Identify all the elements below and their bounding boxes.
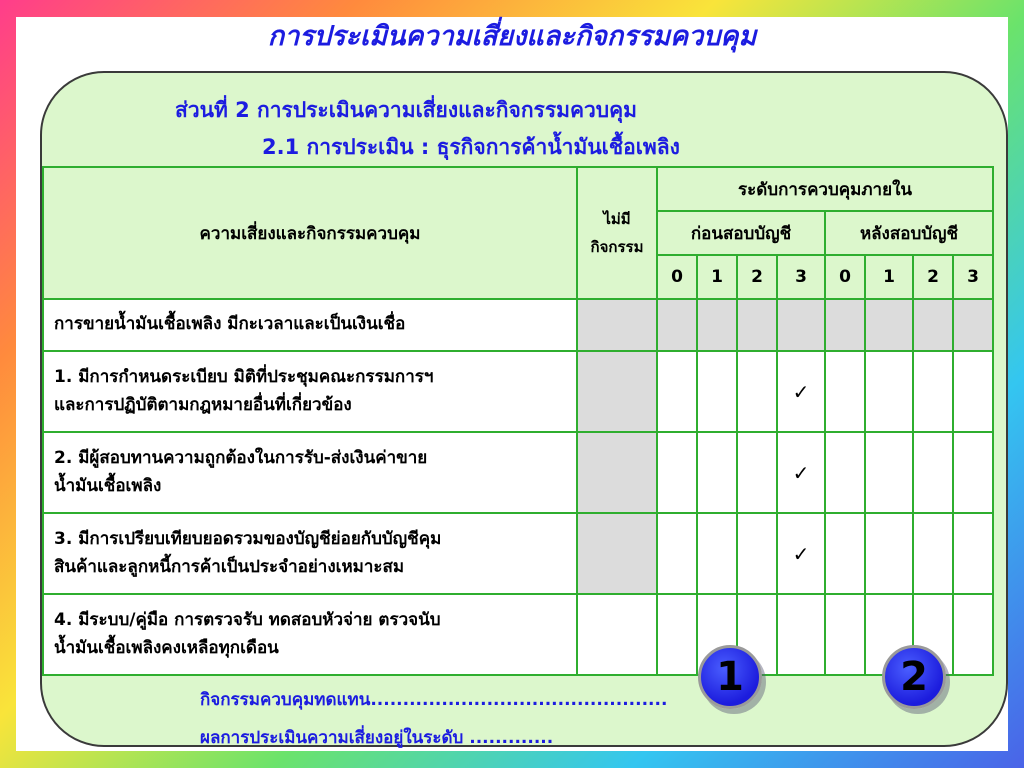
- page-title: การประเมินความเสี่ยงและกิจกรรมควบคุม: [267, 21, 757, 52]
- header-risk: ความเสี่ยงและกิจกรรมควบคุม: [43, 167, 577, 299]
- risk-item-line1: 4. มีระบบ/คู่มือ การตรวจรับ ทดสอบหัวจ่าย ตรวจนับ: [54, 610, 441, 631]
- level-before-2: 2: [737, 255, 777, 299]
- cell: [737, 513, 777, 594]
- header-no-activity-line2: กิจกรรม: [590, 238, 644, 256]
- table-row: [43, 594, 993, 675]
- risk-item: [43, 432, 577, 513]
- badge-1-label: 1: [716, 654, 744, 700]
- cell: [865, 432, 913, 513]
- cell: [737, 432, 777, 513]
- group-header-text: การขายน้ำมันเชื้อเพลิง มีกะเวลาและเป็นเงินเชื่อ: [43, 299, 577, 351]
- header-after-audit: หลังสอบบัญชี: [825, 211, 993, 255]
- cell: [953, 594, 993, 675]
- level-after-1: 1: [865, 255, 913, 299]
- risk-item-line1: 2. มีผู้สอบทานความถูกต้องในการรับ-ส่งเงินค่าขาย: [54, 448, 428, 469]
- risk-item: [43, 594, 577, 675]
- cell: [953, 513, 993, 594]
- risk-item-line1: 1. มีการกำหนดระเบียบ มิติที่ประชุมคณะกรรมการฯ: [54, 367, 434, 388]
- table-row: [43, 351, 993, 432]
- risk-item: [43, 351, 577, 432]
- level-after-0: 0: [825, 255, 865, 299]
- cell: [657, 513, 697, 594]
- cell: [953, 299, 993, 351]
- risk-item: [43, 513, 577, 594]
- cell: [657, 432, 697, 513]
- cell: [657, 594, 697, 675]
- cell: [953, 351, 993, 432]
- cell: [737, 299, 777, 351]
- substitute-control-line: กิจกรรมควบคุมทดแทน..............................................: [200, 690, 668, 710]
- cell: [913, 513, 953, 594]
- cell: [777, 299, 825, 351]
- checkmark-icon: ✓: [792, 460, 810, 485]
- sub-title: 2.1 การประเมิน : ธุรกิจการค้าน้ำมันเชื้อเพลิง: [262, 135, 680, 159]
- check-mark: [777, 513, 825, 594]
- header-before-audit: ก่อนสอบบัญชี: [657, 211, 825, 255]
- check-mark: [777, 351, 825, 432]
- level-before-0: 0: [657, 255, 697, 299]
- risk-item-line2: สินค้าและลูกหนี้การค้าเป็นประจำอย่างเหมาะสม: [54, 556, 405, 577]
- cell: [697, 432, 737, 513]
- cell: [657, 351, 697, 432]
- check-mark: [777, 432, 825, 513]
- badge-2-label: 2: [900, 654, 928, 700]
- table-row: [43, 513, 993, 594]
- cell: [577, 432, 657, 513]
- cell: [865, 351, 913, 432]
- level-after-3: 3: [953, 255, 993, 299]
- cell: [825, 351, 865, 432]
- header-no-activity-line1: ไม่มี: [603, 209, 631, 228]
- header-control-level: ระดับการควบคุมภายใน: [657, 167, 993, 211]
- cell: [737, 351, 777, 432]
- table-row-group: [43, 299, 993, 351]
- cell: [577, 594, 657, 675]
- table-row: [43, 432, 993, 513]
- cell: [913, 432, 953, 513]
- cell: [825, 513, 865, 594]
- cell: [865, 299, 913, 351]
- risk-item-line2: น้ำมันเชื้อเพลิง: [54, 475, 162, 496]
- cell: [825, 594, 865, 675]
- risk-item-line1: 3. มีการเปรียบเทียบยอดรวมของบัญชีย่อยกับบัญชีคุม: [54, 529, 442, 550]
- badge-1[interactable]: [698, 645, 762, 709]
- cell: [697, 299, 737, 351]
- cell: [697, 351, 737, 432]
- cell: [697, 513, 737, 594]
- cell: [865, 513, 913, 594]
- cell: [577, 299, 657, 351]
- level-before-1: 1: [697, 255, 737, 299]
- cell: [657, 299, 697, 351]
- cell: [913, 299, 953, 351]
- cell: [577, 351, 657, 432]
- cell: [825, 432, 865, 513]
- badge-2[interactable]: [882, 645, 946, 709]
- cell: [825, 299, 865, 351]
- check-mark: [777, 594, 825, 675]
- assessment-table: [42, 166, 994, 676]
- risk-item-line2: และการปฏิบัติตามกฎหมายอื่นที่เกี่ยวข้อง: [54, 394, 352, 415]
- level-before-3: 3: [777, 255, 825, 299]
- risk-item-line2: น้ำมันเชื้อเพลิงคงเหลือทุกเดือน: [54, 637, 279, 658]
- level-after-2: 2: [913, 255, 953, 299]
- section-title: ส่วนที่ 2 การประเมินความเสี่ยงและกิจกรรมควบคุม: [175, 98, 637, 122]
- cell: [577, 513, 657, 594]
- checkmark-icon: ✓: [792, 541, 810, 566]
- cell: [953, 432, 993, 513]
- cell: [913, 351, 953, 432]
- header-no-activity: [577, 167, 657, 299]
- risk-result-line: ผลการประเมินความเสี่ยงอยู่ในระดับ .............: [200, 728, 554, 748]
- checkmark-icon: ✓: [792, 379, 810, 404]
